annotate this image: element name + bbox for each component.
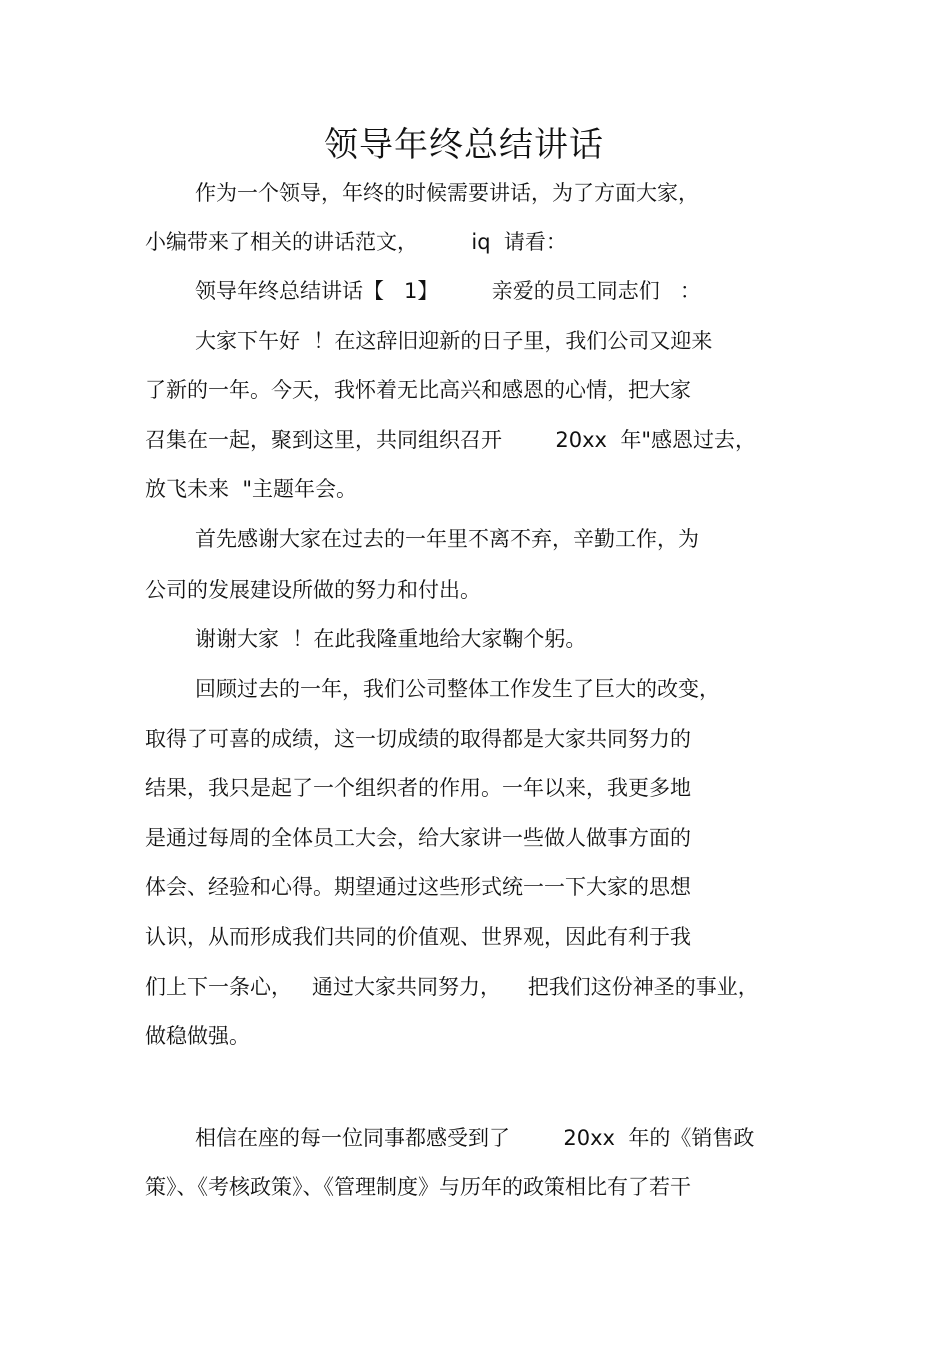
text-line: 谢谢大家 ！在此我隆重地给大家鞠个躬。	[195, 627, 587, 651]
text-line: 作为一个领导，年终的时候需要讲话，为了方面大家，	[195, 181, 699, 205]
text-line: 召集在一起，聚到这里，共同组织召开 20xx 年"感恩过去，	[145, 428, 756, 452]
text-line: 们上下一条心， 通过大家共同努力， 把我们这份神圣的事业，	[145, 975, 759, 999]
text-line: 策》、《考核政策》、《管理制度》与历年的政策相比有了若干	[145, 1175, 691, 1199]
text-line: 做稳做强。	[145, 1024, 250, 1048]
text-line: 小编带来了相关的讲话范文， iq 请看：	[145, 230, 567, 254]
document-title: 领导年终总结讲话	[324, 125, 604, 165]
text-line: 体会、经验和心得。期望通过这些形式统一一下大家的思想	[145, 875, 691, 899]
text-line: 领导年终总结讲话【 1】 亲爱的员工同志们 ：	[195, 279, 701, 303]
text-line: 放飞未来 "主题年会。	[145, 477, 358, 501]
text-line: 相信在座的每一位同事都感受到了 20xx 年的《销售政	[195, 1126, 755, 1150]
text-line: 了新的一年。今天，我怀着无比高兴和感恩的心情，把大家	[145, 378, 691, 402]
text-line: 大家下午好 ！在这辞旧迎新的日子里，我们公司又迎来	[195, 329, 713, 353]
text-line: 首先感谢大家在过去的一年里不离不弃，辛勤工作，为	[195, 527, 699, 551]
text-line: 是通过每周的全体员工大会，给大家讲一些做人做事方面的	[145, 826, 691, 850]
text-line: 结果，我只是起了一个组织者的作用。一年以来，我更多地	[145, 776, 691, 800]
text-line: 认识，从而形成我们共同的价值观、世界观，因此有利于我	[145, 925, 691, 949]
text-line: 公司的发展建设所做的努力和付出。	[145, 578, 481, 602]
text-line: 回顾过去的一年，我们公司整体工作发生了巨大的改变，	[195, 677, 720, 701]
text-line: 取得了可喜的成绩，这一切成绩的取得都是大家共同努力的	[145, 727, 691, 751]
